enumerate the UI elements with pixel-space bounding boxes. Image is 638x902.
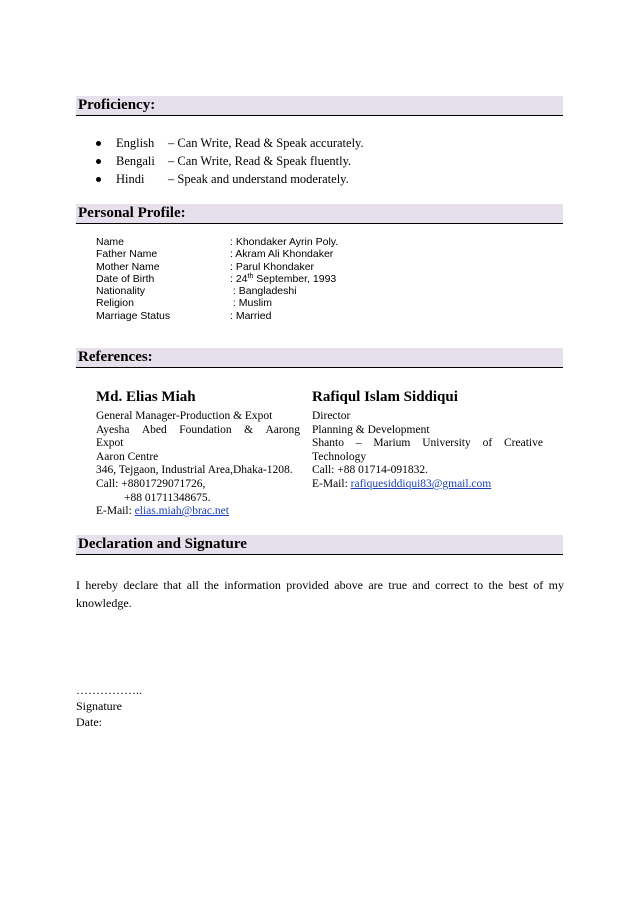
reference-address: 346, Tejgaon, Industrial Area,Dhaka-1208.	[96, 464, 293, 477]
language-level: – Can Write, Read & Speak accurately.	[168, 136, 364, 150]
org-word: &	[244, 423, 254, 436]
profile-row	[96, 310, 396, 322]
profile-value: : Bangladeshi	[230, 285, 297, 298]
section-title: References:	[78, 349, 153, 365]
section-title: Proficiency:	[78, 97, 156, 113]
reference-phone: Call: +88 01714-091832.	[312, 464, 429, 477]
declaration-text: I hereby declare that all the information provided above are true and correct to the best of my knowledge.	[76, 578, 564, 610]
bullet-icon	[96, 159, 101, 164]
profile-label: Name	[96, 236, 125, 248]
email-link[interactable]: elias.miah@brac.net	[134, 505, 229, 518]
reference-name: Rafiqul Islam Siddiqui	[312, 389, 458, 405]
reference-title: General Manager-Production & Expot	[96, 410, 273, 422]
reference-organization-cont: Technology	[312, 450, 367, 463]
org-word: University	[422, 437, 471, 450]
org-word: Abed	[141, 423, 167, 436]
profile-label: Mother Name	[96, 260, 160, 273]
signature-label: Signature	[76, 699, 122, 713]
profile-row	[96, 273, 396, 285]
org-word: Shanto	[312, 437, 344, 450]
section-header-declaration	[76, 535, 563, 555]
org-word: Marium	[373, 437, 411, 450]
reference-right	[312, 388, 543, 492]
profile-label: Father Name	[96, 248, 158, 261]
profile-value: : Married	[230, 309, 272, 322]
language-level: – Can Write, Read & Speak fluently.	[168, 154, 352, 168]
profile-value: : Khondaker Ayrin Poly.	[230, 236, 339, 248]
profile-row	[96, 236, 396, 248]
org-word: Creative	[503, 437, 543, 450]
profile-row	[96, 261, 396, 273]
bullet-icon	[96, 141, 101, 146]
section-header-personal-profile	[76, 204, 563, 224]
reference-address: Aaron Centre	[96, 450, 159, 463]
profile-value	[230, 273, 336, 285]
profile-row	[96, 285, 396, 297]
reference-phone: Call: +8801729071726,	[96, 477, 206, 490]
reference-left	[96, 388, 300, 519]
reference-organization-cont: Expot	[96, 437, 124, 450]
email-label: E-Mail:	[96, 505, 132, 518]
profile-label: Marriage Status	[96, 309, 171, 322]
section-header-proficiency	[76, 96, 563, 116]
profile-value: : Muslim	[230, 297, 272, 310]
profile-row	[96, 248, 396, 260]
profile-value: : Akram Ali Khondaker	[230, 248, 334, 261]
profile-label: Date of Birth	[96, 272, 155, 285]
email-label: E-Mail:	[312, 477, 348, 490]
reference-email-row	[96, 505, 300, 519]
profile-value: : Parul Khondaker	[230, 260, 315, 273]
reference-name: Md. Elias Miah	[96, 389, 196, 405]
reference-email-row	[312, 478, 543, 492]
profile-label: Nationality	[96, 285, 146, 298]
date-label: Date:	[76, 715, 102, 729]
dob-suffix: th	[247, 272, 254, 280]
language-level: – Speak and understand moderately.	[168, 172, 349, 186]
profile-row	[96, 297, 396, 309]
section-title: Personal Profile:	[78, 205, 186, 221]
org-word: Aarong	[265, 423, 300, 436]
profile-label: Religion	[96, 297, 134, 310]
language: Bengali	[116, 154, 155, 168]
personal-profile-table	[96, 236, 396, 322]
reference-organization	[312, 437, 543, 451]
reference-phone: +88 01711348675.	[124, 491, 211, 504]
dob-rest: September, 1993	[253, 272, 337, 285]
org-word: of	[482, 437, 493, 450]
reference-department: Planning & Development	[312, 423, 430, 436]
signature-block	[76, 682, 142, 730]
section-title: Declaration and Signature	[78, 536, 247, 552]
org-word: –	[355, 437, 362, 450]
reference-title: Director	[312, 410, 351, 422]
section-header-references	[76, 348, 563, 368]
language: Hindi	[116, 172, 145, 186]
dob-day: : 24	[230, 272, 248, 285]
bullet-icon	[96, 177, 101, 182]
language: English	[116, 136, 155, 150]
email-link[interactable]: rafiquesiddiqui83@gmail.com	[350, 477, 492, 490]
signature-dots: ……………..	[76, 683, 142, 697]
org-word: Ayesha	[96, 423, 130, 436]
reference-organization	[96, 424, 300, 438]
org-word: Foundation	[179, 423, 232, 436]
